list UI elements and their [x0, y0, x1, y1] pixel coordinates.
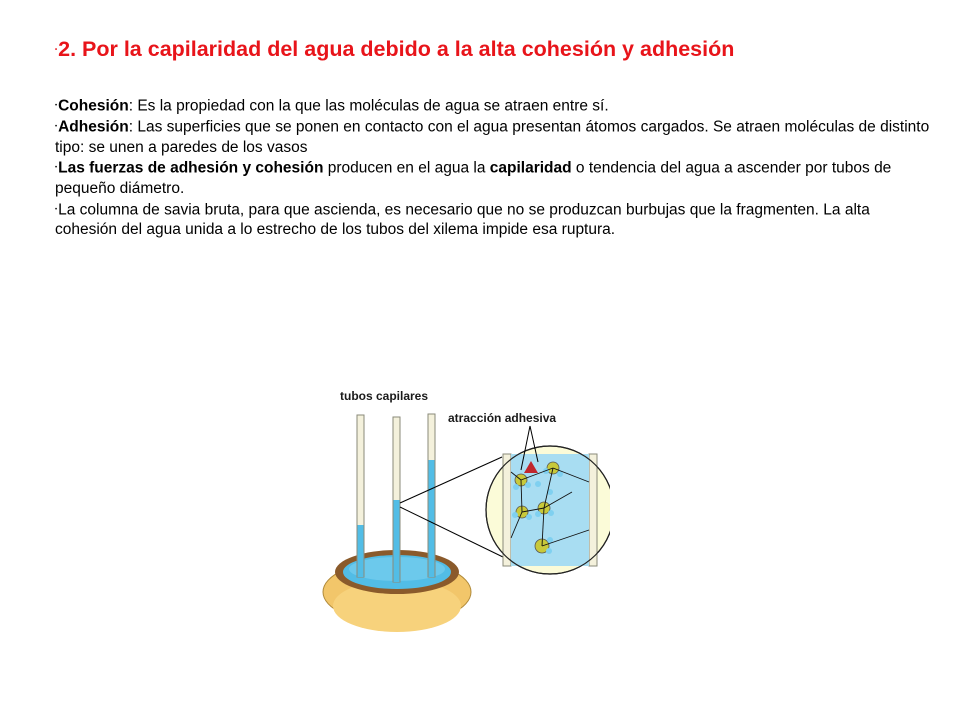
text-capillarity-2: o tendencia del agua a ascender por tubos de pequeño diámetro. [55, 159, 892, 198]
tube-wall-left [503, 454, 511, 566]
term-cohesion: Cohesión [58, 97, 129, 115]
slide-title [55, 37, 935, 62]
term-adhesion: Adhesión [58, 118, 129, 136]
bullet-adhesion [55, 117, 935, 158]
definition-adhesion: : Las superficies que se ponen en contacto con el agua presentan átomos cargados. Se atraen moléculas de distinto tipo: se unen a paredes de los vasos [55, 118, 930, 156]
bullet-icon: • [55, 123, 58, 130]
zoom-line-top [400, 457, 502, 503]
text-sap-column: La columna de savia bruta, para que ascienda, es necesario que no se produzcan burbujas que la fragmenten. La alta cohesión del agua unida a lo estrecho de los tubos del xilema impide esa ruptura. [55, 200, 870, 239]
bullet-cohesion [55, 96, 935, 117]
bullet-capillarity [55, 158, 935, 199]
bullet-icon: • [55, 165, 58, 172]
term-forces: Las fuerzas de adhesión y cohesión [58, 159, 324, 177]
bullet-list [55, 96, 935, 241]
tube-right [428, 414, 435, 577]
bullet-icon: • [55, 47, 58, 54]
term-capillarity: capilaridad [489, 159, 572, 177]
bullet-sap-column [55, 200, 935, 241]
capillary-diagram [310, 380, 610, 680]
bullet-icon: • [55, 103, 58, 109]
tube-wall-right [589, 454, 597, 566]
slide-title-text: 2. Por la capilaridad del agua debido a la alta cohesión y adhesión [58, 37, 735, 61]
tube-left [357, 415, 364, 577]
label-adhesive-attraction: atracción adhesiva [448, 411, 557, 425]
label-capillary-tubes: tubos capilares [340, 389, 429, 403]
bullet-icon: • [55, 206, 58, 213]
text-capillarity-1: producen en el agua la [323, 159, 490, 177]
definition-cohesion: : Es la propiedad con la que las moléculas de agua se atraen entre sí. [128, 97, 609, 115]
capillary-tubes-figure [310, 380, 610, 680]
tube-middle [393, 417, 400, 582]
